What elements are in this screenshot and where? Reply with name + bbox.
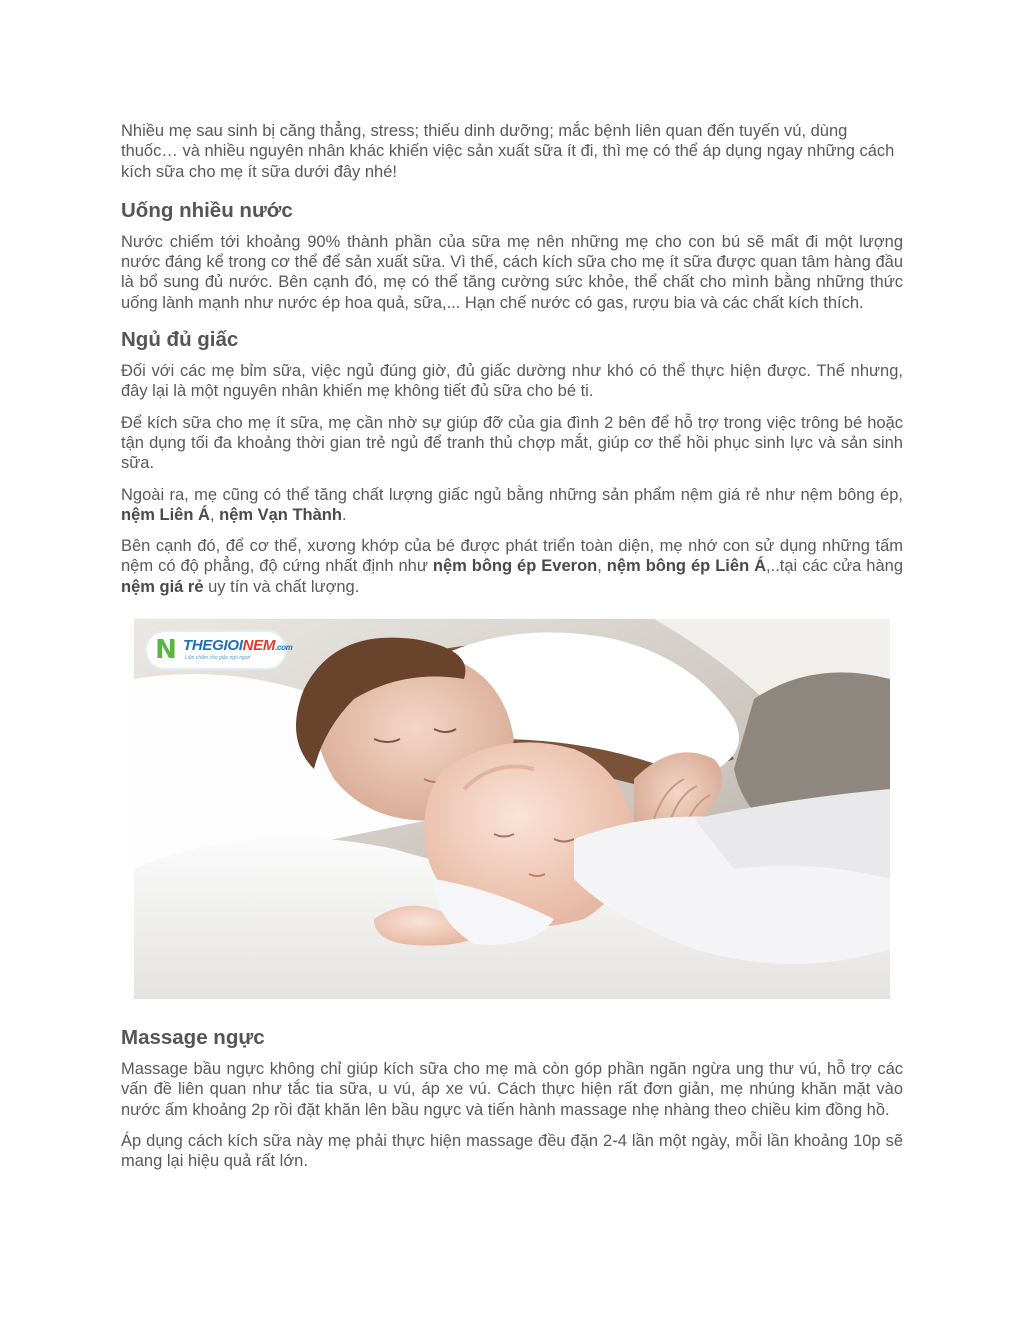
text-segment: Bên cạnh đó, để cơ thể, xương khớp của bé được phát triển toàn diện, mẹ nhớ con sử dụng những tấm nệm có độ phẳng, độ cứng nhất định như: [121, 537, 903, 576]
paragraph-sleep-4: [121, 536, 903, 597]
paragraph-massage-2: Áp dụng cách kích sữa này mẹ phải thực hiện massage đều đặn 2-4 lần một ngày, mỗi lần khoảng 10p sẽ mang lại hiệu quả rất lớn.: [121, 1131, 903, 1171]
thegioinem-logo: [147, 632, 293, 668]
paragraph-massage-1: Massage bầu ngực không chỉ giúp kích sữa cho mẹ mà còn góp phần ngăn ngừa ung thư vú, hỗ trợ các vấn đề liên quan như tắc tia sữa, u vú, áp xe vú. Cách thực hiện rất đơn giản, mẹ nhúng khăn mặt vào nước ấm khoảng 2p rồi đặt khăn lên bầu ngực và tiến hành massage nhẹ nhàng theo chiều kim đồng hồ.: [121, 1060, 903, 1119]
photo-illustration: [134, 619, 890, 999]
paragraph-sleep-1: Đối với các mẹ bỉm sữa, việc ngủ đúng giờ, đủ giấc dường như khó có thể thực hiện được. Thế nhưng, đây lại là một nguyên nhân khiến mẹ không tiết đủ sữa cho bé ti.: [121, 362, 903, 401]
text-separator: ,: [209, 505, 220, 524]
logo-tagline: Liên chăm cho giấc ngủ ngon: [185, 655, 251, 662]
document-page: [121, 121, 903, 1183]
heading-massage: Massage ngực: [121, 1026, 265, 1050]
logo-n-icon: N: [155, 635, 177, 666]
text-end: .: [341, 505, 347, 524]
bold-nem-gia-re: nệm giá rẻ: [121, 577, 204, 596]
heading-sleep: Ngủ đủ giấc: [121, 328, 239, 352]
paragraph-sleep-3: [121, 485, 903, 526]
heading-drink-water: Uống nhiều nước: [121, 198, 293, 222]
bold-van-thanh: nệm Vạn Thành: [219, 505, 342, 524]
intro-paragraph: Nhiều mẹ sau sinh bị căng thẳng, stress; thiếu dinh dưỡng; mắc bệnh liên quan đến tuyến vú, dùng thuốc… và nhiều nguyên nhân khác khiến việc sản xuất sữa ít đi, thì mẹ có thể áp dụng ngay những cách kích sữa cho mẹ ít sữa dưới đây nhé!: [121, 122, 895, 181]
text-segment: Ngoài ra, mẹ cũng có thể tăng chất lượng giấc ngủ bằng những sản phẩm nệm giá rẻ như nệm bông ép,: [121, 485, 903, 504]
bold-everon: nệm bông ép Everon: [432, 557, 598, 576]
paragraph-sleep-2: Để kích sữa cho mẹ ít sữa, mẹ cần nhờ sự giúp đỡ của gia đình 2 bên để hỗ trợ trong việc trông bé hoặc tận dụng tối đa khoảng thời gian trẻ ngủ để tranh thủ chợp mắt, giúp cơ thể hồi phục sinh lực và sản sinh sữa.: [121, 413, 903, 473]
bold-lien-a: nệm Liên Á: [121, 505, 210, 524]
mother-baby-photo: [134, 619, 890, 999]
logo-brand-text: THEGIOINEM.com: [183, 637, 293, 655]
text-end: uy tín và chất lượng.: [203, 577, 360, 596]
paragraph-drink-water: Nước chiếm tới khoảng 90% thành phần của sữa mẹ nên những mẹ cho con bú sẽ mất đi một lượng nước đáng kể trong cơ thể để sản xuất sữa. Vì thế, cách kích sữa cho mẹ ít sữa được quan tâm hàng đầu là bổ sung đủ nước. Bên cạnh đó, mẹ có thể tăng cường sức khỏe, thể chất cho mình bằng những thức uống lành mạnh như nước ép hoa quả, sữa,... Hạn chế nước có gas, rượu bia và các chất kích thích.: [121, 232, 903, 312]
bold-lien-a-bong-ep: nệm bông ép Liên Á: [606, 557, 767, 576]
text-middle: ,..tại các cửa hàng: [766, 557, 904, 576]
text-separator: ,: [597, 557, 607, 576]
